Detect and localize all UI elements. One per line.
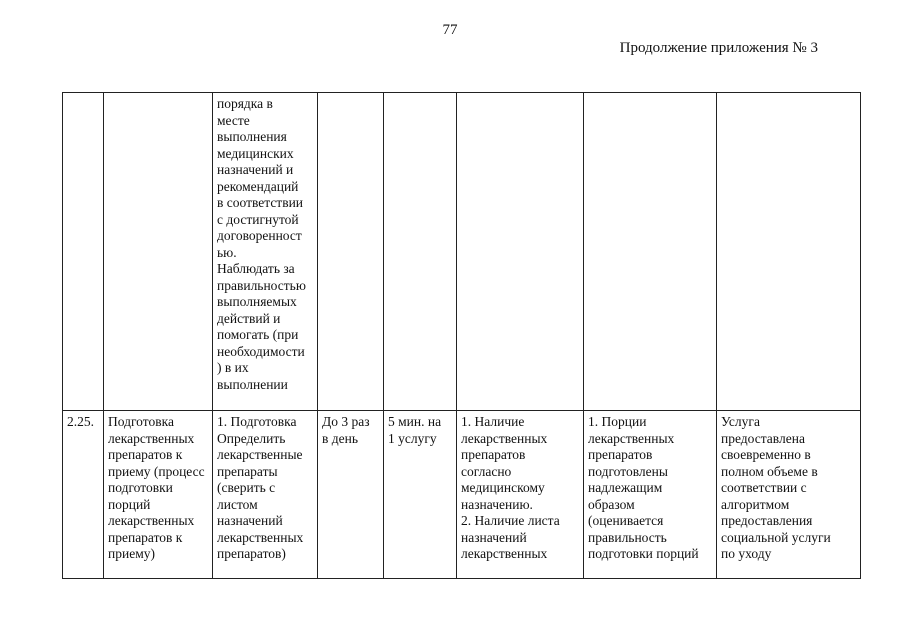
cell-number: 2.25. [63, 411, 104, 579]
cell-duration [384, 93, 457, 411]
cell-service-name: Подготовка лекарственных препаратов к приему (процесс подготовки порций лекарственных препаратов к приему) [104, 411, 213, 579]
cell-conditions: 1. Наличие лекарственных препаратов согласно медицинскому назначению. 2. Наличие листа назначений лекарственных [457, 411, 584, 579]
table-row-2-25 [63, 411, 861, 579]
table-row-continuation [63, 93, 861, 411]
cell-service-content: 1. Подготовка Определить лекарственные препараты (сверить с листом назначений лекарственных препаратов) [213, 411, 318, 579]
appendix-continuation-note: Продолжение приложения № 3 [619, 40, 818, 56]
cell-service-name [104, 93, 213, 411]
page-number: 77 [442, 22, 458, 38]
cell-service-content: порядка в месте выполнения медицинских назначений и рекомендаций в соответствии с достигнутой договоренност ью. Наблюдать за правильностью выполняемых действий и помогать (при необходимости ) в их выполнении [213, 93, 318, 411]
cell-frequency: До 3 раз в день [318, 411, 384, 579]
cell-frequency [318, 93, 384, 411]
cell-quality-indicators: 1. Порции лекарственных препаратов подготовлены надлежащим образом (оценивается правильность подготовки порций [584, 411, 717, 579]
cell-conditions [457, 93, 584, 411]
cell-evaluation [717, 93, 861, 411]
services-table [62, 92, 861, 579]
cell-evaluation: Услуга предоставлена своевременно в полном объеме в соответствии с алгоритмом предоставления социальной услуги по уходу [717, 411, 861, 579]
cell-duration: 5 мин. на 1 услугу [384, 411, 457, 579]
cell-number [63, 93, 104, 411]
cell-quality-indicators [584, 93, 717, 411]
